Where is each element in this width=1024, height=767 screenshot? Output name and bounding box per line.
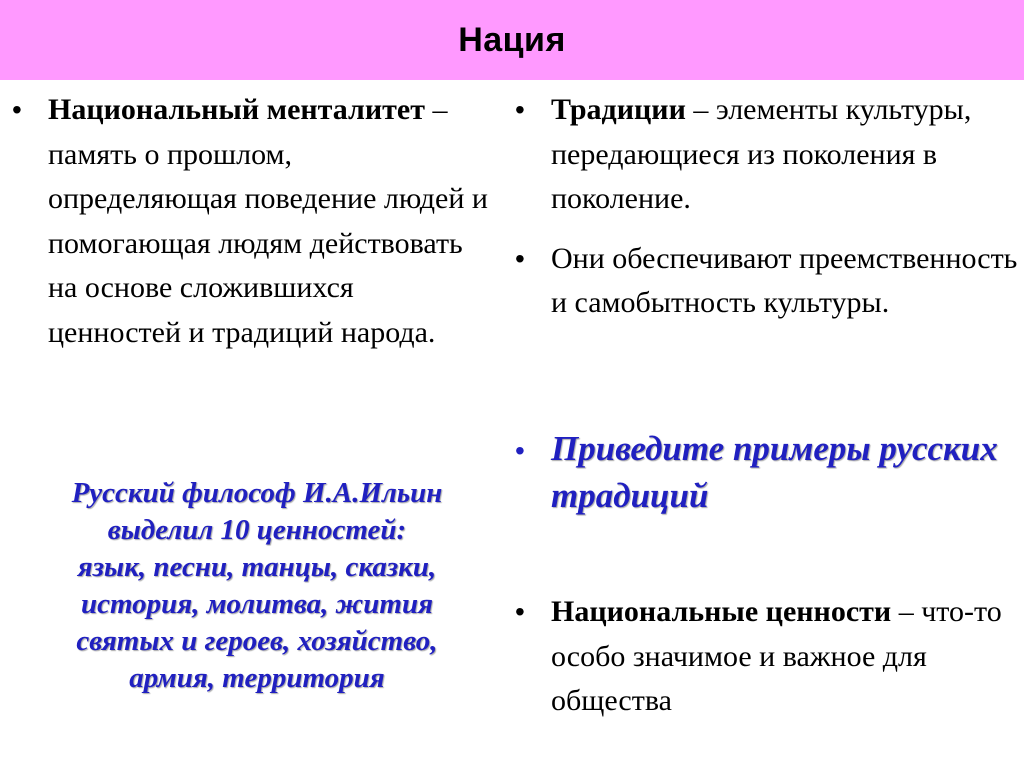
task-text: Приведите примеры русских традиций bbox=[551, 429, 998, 515]
right-column bbox=[513, 88, 1018, 326]
values-definition: – что-то особо значимое и важное для общества bbox=[551, 595, 1002, 717]
quote-line: Русский философ И.А.Ильин bbox=[71, 477, 443, 509]
bullet-dot: • bbox=[515, 94, 525, 125]
quote-line: язык, песни, танцы, сказки, bbox=[77, 551, 437, 583]
ilyin-quote bbox=[12, 475, 502, 697]
mentality-text bbox=[48, 88, 488, 355]
task-bullet bbox=[513, 425, 1018, 519]
values-row bbox=[513, 590, 1018, 724]
bullet-dot: • bbox=[515, 596, 525, 627]
spacer bbox=[513, 222, 1018, 237]
bullet-dot: • bbox=[12, 94, 22, 125]
title-bar bbox=[0, 0, 1024, 80]
values-bullet bbox=[513, 590, 1018, 724]
traditions-text bbox=[551, 88, 1018, 222]
quote-line: армия, территория bbox=[129, 662, 385, 694]
values-term: Национальные ценности bbox=[551, 595, 892, 628]
left-column bbox=[10, 88, 488, 355]
mentality-term: Национальный менталитет bbox=[48, 93, 425, 126]
mentality-definition: – память о прошлом, определяющая поведение людей и помогающая людям действовать на основе сложившихся ценностей и традиций народа. bbox=[48, 93, 488, 349]
quote-line: история, молитва, жития bbox=[80, 588, 434, 620]
continuity-text: Они обеспечивают преемственность и самобытность культуры. bbox=[551, 241, 1018, 319]
values-text bbox=[551, 590, 1018, 724]
bullet-dot: • bbox=[515, 435, 525, 466]
continuity-bullet bbox=[513, 237, 1018, 326]
slide-title: Нация bbox=[458, 20, 566, 59]
traditions-term: Традиции bbox=[551, 93, 686, 126]
quote-line: выделил 10 ценностей: bbox=[107, 514, 407, 546]
bullet-dot: • bbox=[515, 242, 525, 274]
traditions-bullet bbox=[513, 88, 1018, 222]
mentality-bullet bbox=[10, 88, 488, 355]
task-row bbox=[513, 425, 1018, 519]
quote-line: святых и героев, хозяйство, bbox=[76, 625, 438, 657]
traditions-definition: – элементы культуры, передающиеся из поколения в поколение. bbox=[551, 93, 972, 215]
